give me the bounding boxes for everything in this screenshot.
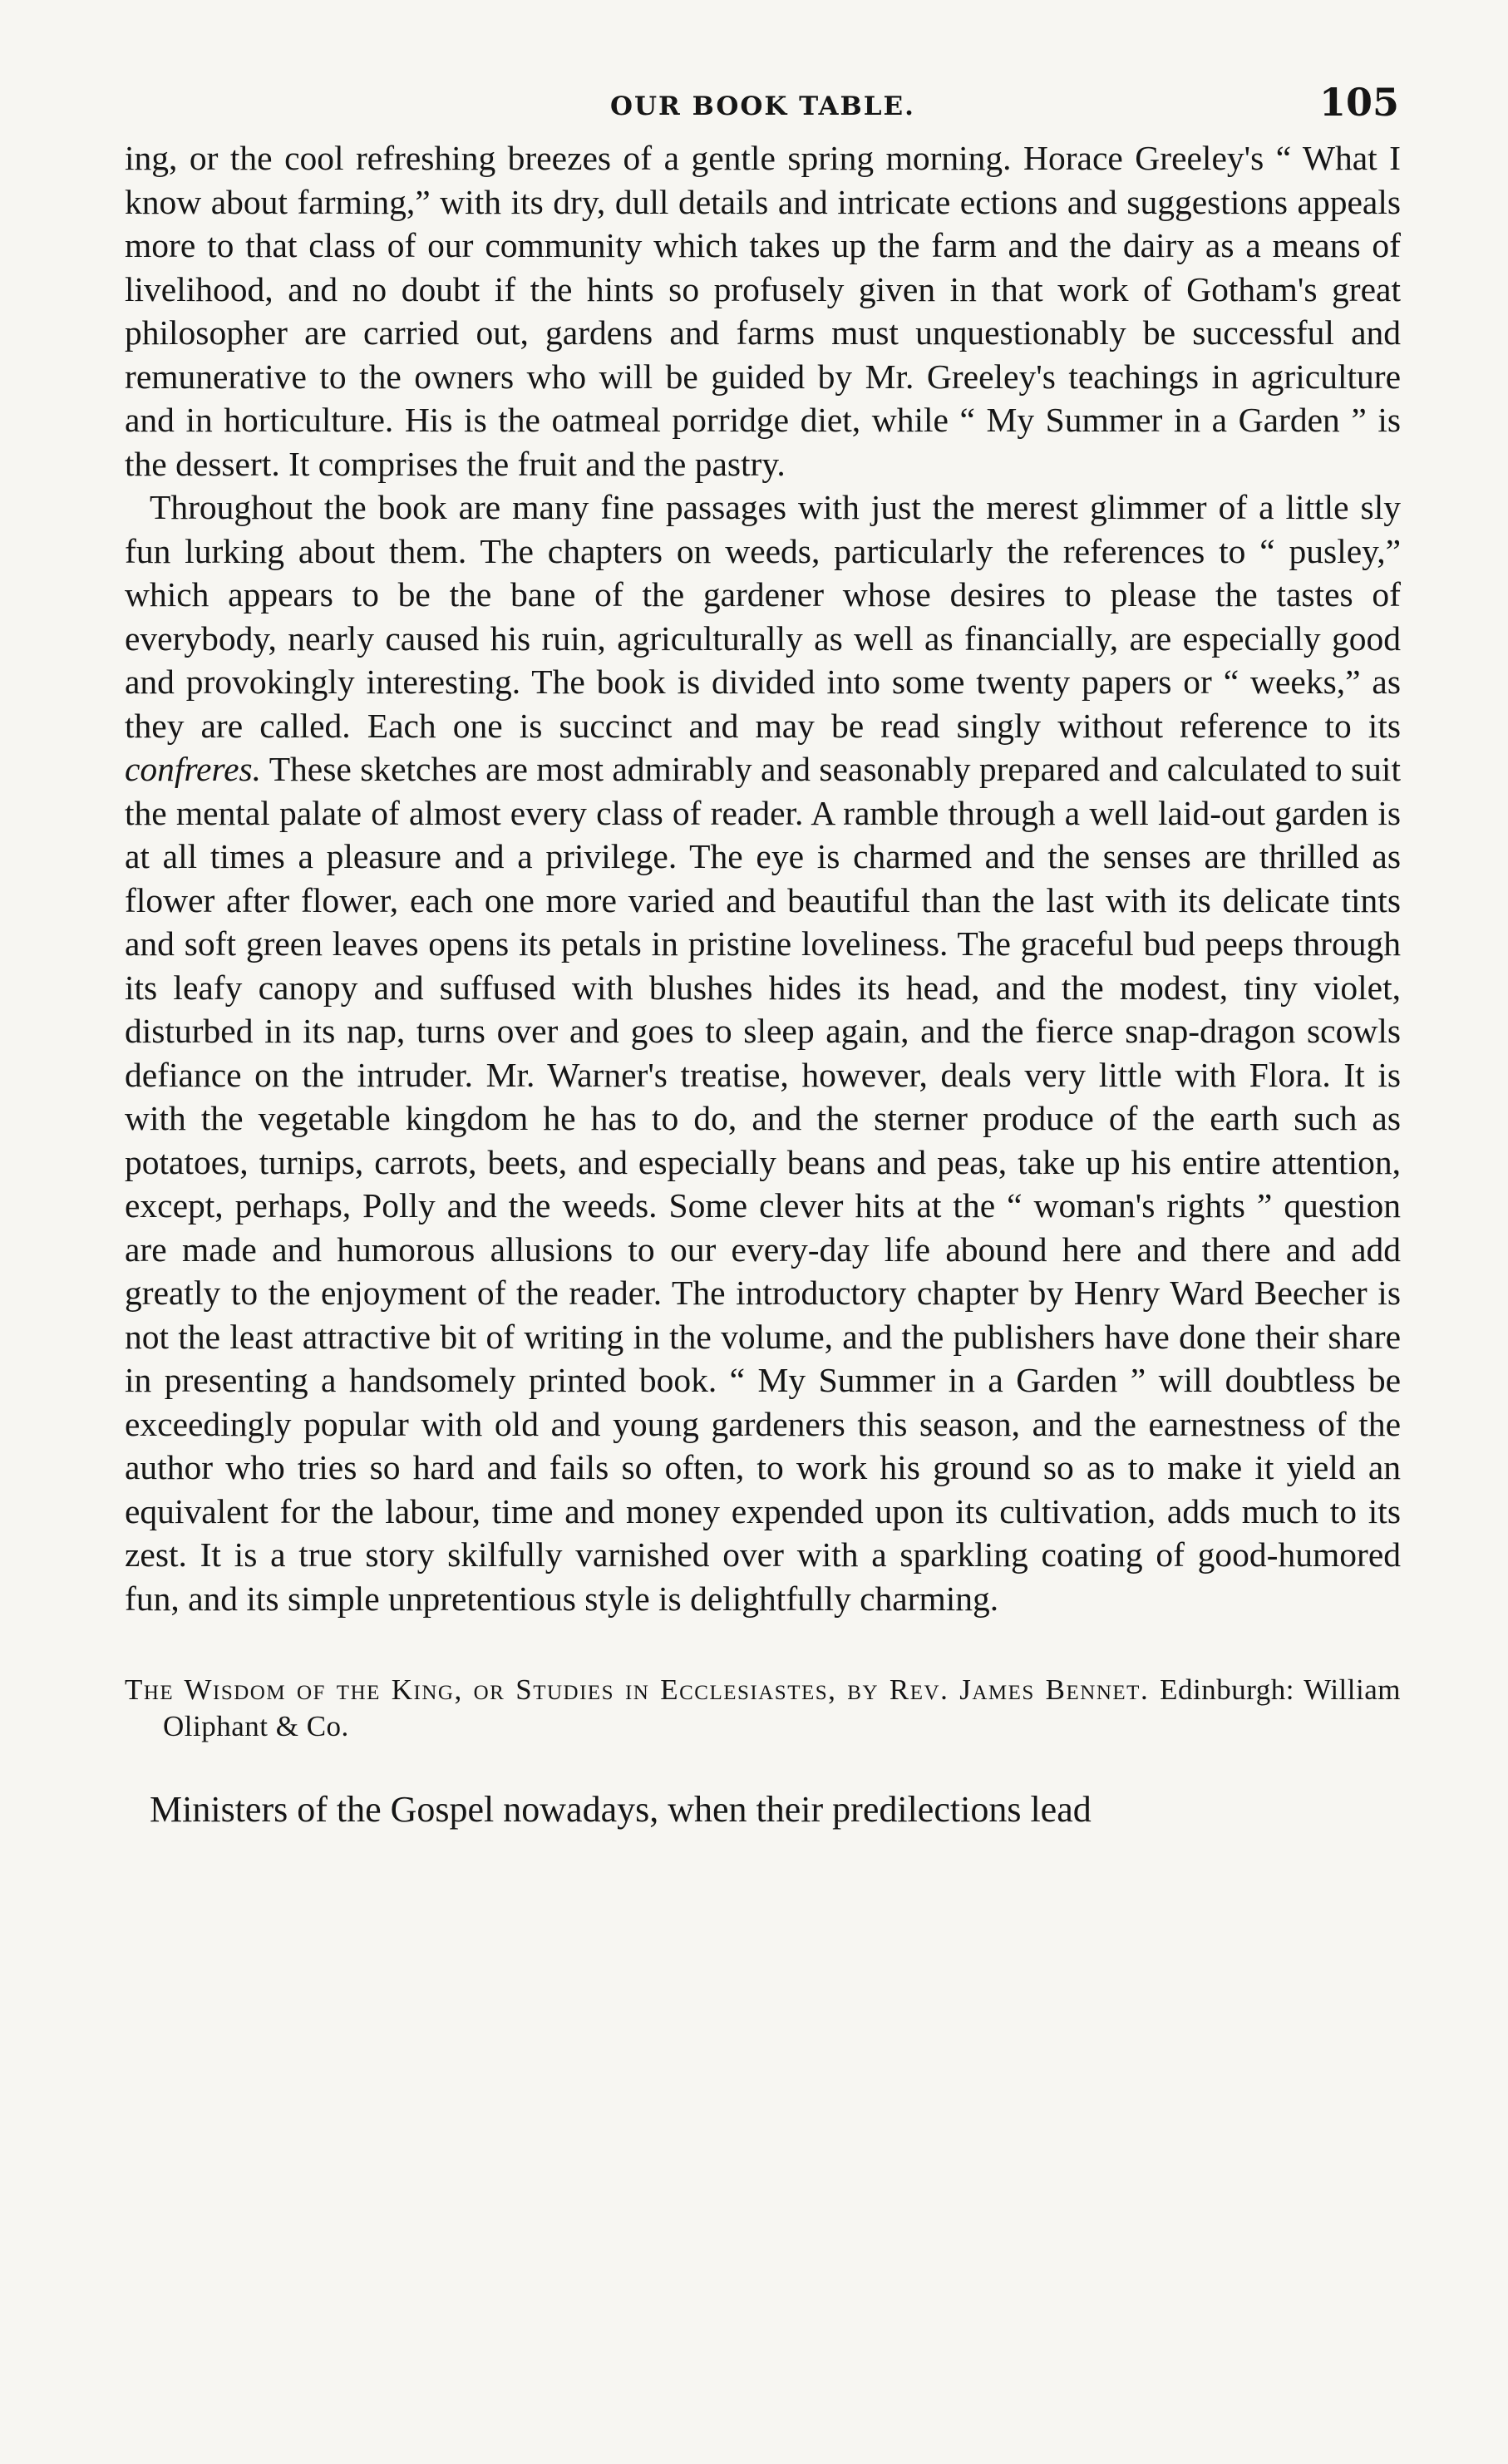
paragraph-text-part: Throughout the book are many fine passages with just the merest glimmer of a little sly fun lurking about them. The chapters on weeds, particularly the references to “ pusley,” which appears to be the bane of the gardener whose desires to please the tastes of everybody, nearly caused his ruin, agriculturally as well as financially, are especially good and provokingly interesting. The book is divided into some twenty papers or “ weeks,” as they are called. Each one is succinct and may be read singly without reference to its — [125, 488, 1401, 745]
article-body — [125, 136, 1401, 1620]
running-head — [125, 75, 1401, 136]
paragraph-text-part: These sketches are most admirably and seasonably prepared and calculated to suit the mental palate of almost every class of reader. A ramble through a well laid-out garden is at all times a pleasure and a privilege. The eye is charmed and the senses are thrilled as flower after flower, each one more varied and beautiful than the last with its delicate tints and soft green leaves opens its petals in pristine loveliness. The graceful bud peeps through its leafy canopy and suffused with blushes hides its head, and the modest, tiny violet, disturbed in its nap, turns over and goes to sleep again, and the fierce snap-dragon scowls defiance on the intruder. Mr. Warner's treatise, however, deals very little with Flora. It is with the vegetable kingdom he has to do, and the sterner produce of the earth such as potatoes, turnips, carrots, beets, and especially beans and peas, take up his entire attention, except, perhaps, Polly and the weeds. Some clever hits at the “ woman's rights ” question are made and humorous allusions to our every-day life abound here and there and add greatly to the enjoyment of the reader. The introductory chapter by Henry Ward Beecher is not the least attractive bit of writing in the volume, and the publishers have done their share in presenting a handsomely printed book. “ My Summer in a Garden ” will doubtless be exceedingly popular with old and young gardeners this season, and the earnestness of the author who tries so hard and fails so often, to work his ground so as to make it yield an equivalent for the labour, time and money expended upon its cultivation, adds much to its zest. It is a true story skilfully varnished over with a sparkling coating of good-humored fun, and its simple unpretentious style is delightfully charming. — [125, 750, 1401, 1618]
review-heading — [125, 1672, 1401, 1745]
italic-word: confreres. — [125, 750, 262, 788]
book-page — [125, 75, 1401, 1831]
paragraph-continuation: ing, or the cool refreshing breezes of a gentle spring morning. Horace Greeley's “ What I know about farming,” with its dry, dull details and intricate ections and suggestions appeals more to that class of our community which takes up the farm and the dairy as a means of livelihood, and no doubt if the hints so profusely given in that work of Gotham's great philosopher are carried out, gardens and farms must unquestionably be successful and remunerative to the owners who will be guided by Mr. Greeley's teachings in agriculture and in horticulture. His is the oatmeal porridge diet, while “ My Summer in a Garden ” is the dessert. It comprises the fruit and the pastry. — [125, 139, 1401, 483]
review-opening-line: Ministers of the Gospel nowadays, when their predilections lead — [150, 1789, 1092, 1830]
running-title: OUR BOOK TABLE. — [610, 91, 915, 121]
review-imprint: Edinburgh: William Oliphant & Co. — [163, 1673, 1401, 1742]
review-title: The Wisdom of the King, or Studies in Ecclesiastes, by Rev. James Bennet. — [125, 1673, 1150, 1706]
paragraph-throughout — [125, 485, 1401, 1620]
page-number: 105 — [1318, 80, 1399, 125]
